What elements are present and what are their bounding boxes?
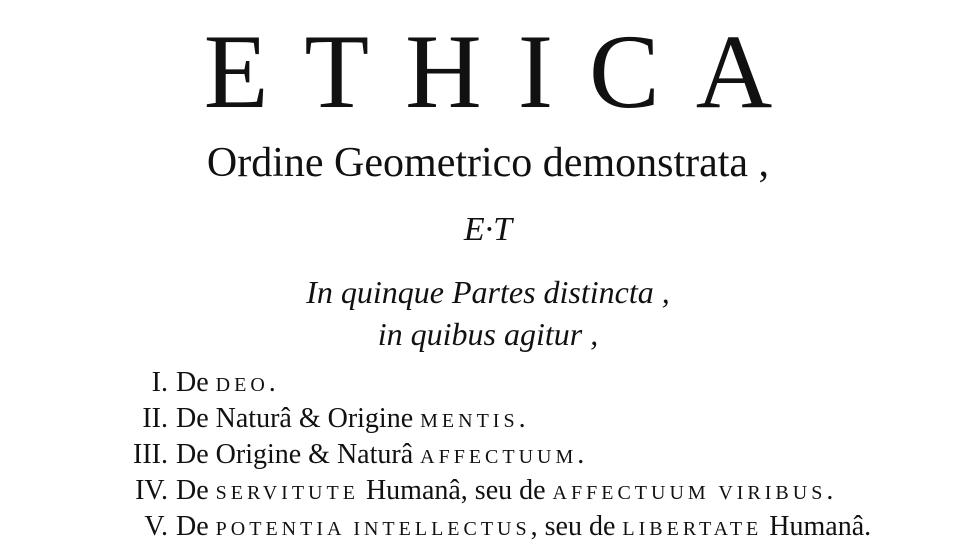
part-text-smallcaps: LIBERTATE bbox=[622, 518, 763, 540]
page-title: ETHICA bbox=[203, 13, 809, 130]
agitur-line: in quibus agitur , bbox=[377, 316, 599, 352]
part-row bbox=[100, 474, 960, 510]
part-text-segment: De bbox=[176, 511, 216, 542]
part-text-segment: De Origine & Naturâ bbox=[176, 439, 421, 470]
part-text-segment: , seu de bbox=[530, 511, 623, 542]
part-text-segment: Humanâ. bbox=[762, 511, 872, 542]
part-row bbox=[100, 366, 960, 402]
part-title bbox=[176, 510, 871, 546]
part-text-smallcaps: AFFECTUUM VIRIBUS bbox=[552, 482, 827, 504]
part-text-segment: . bbox=[826, 475, 834, 506]
part-number: III. bbox=[133, 439, 168, 470]
part-number: I. bbox=[151, 367, 168, 398]
part-text-smallcaps: SERVITUTE bbox=[215, 482, 359, 504]
part-title bbox=[176, 438, 584, 474]
part-text-smallcaps: POTENTIA INTELLECTUS bbox=[215, 518, 531, 540]
part-text-segment: De bbox=[176, 475, 216, 506]
part-title bbox=[176, 474, 833, 510]
part-text-smallcaps: DEO bbox=[215, 374, 269, 396]
part-text-segment: Humanâ, seu de bbox=[358, 475, 553, 506]
part-number: IV. bbox=[135, 475, 168, 506]
part-text-smallcaps: AFFECTUUM bbox=[420, 446, 578, 468]
part-text-segment: De bbox=[176, 367, 216, 398]
et-line: E·T bbox=[463, 211, 513, 248]
part-text-segment: De Naturâ & Origine bbox=[176, 403, 421, 434]
part-text-segment: . bbox=[268, 367, 276, 398]
subtitle: Ordine Geometrico demonstrata , bbox=[206, 140, 770, 186]
part-title bbox=[176, 366, 276, 402]
part-title bbox=[176, 402, 526, 438]
parts-list bbox=[100, 366, 960, 546]
distincta-line: In quinque Partes distincta , bbox=[306, 274, 670, 310]
part-text-smallcaps: MENTIS bbox=[420, 410, 519, 432]
part-row bbox=[100, 438, 960, 474]
part-row bbox=[100, 510, 960, 546]
part-text-segment: . bbox=[577, 439, 585, 470]
part-row bbox=[100, 402, 960, 438]
part-number: II. bbox=[142, 403, 168, 434]
part-text-segment: . bbox=[518, 403, 526, 434]
part-number: V. bbox=[144, 511, 168, 542]
